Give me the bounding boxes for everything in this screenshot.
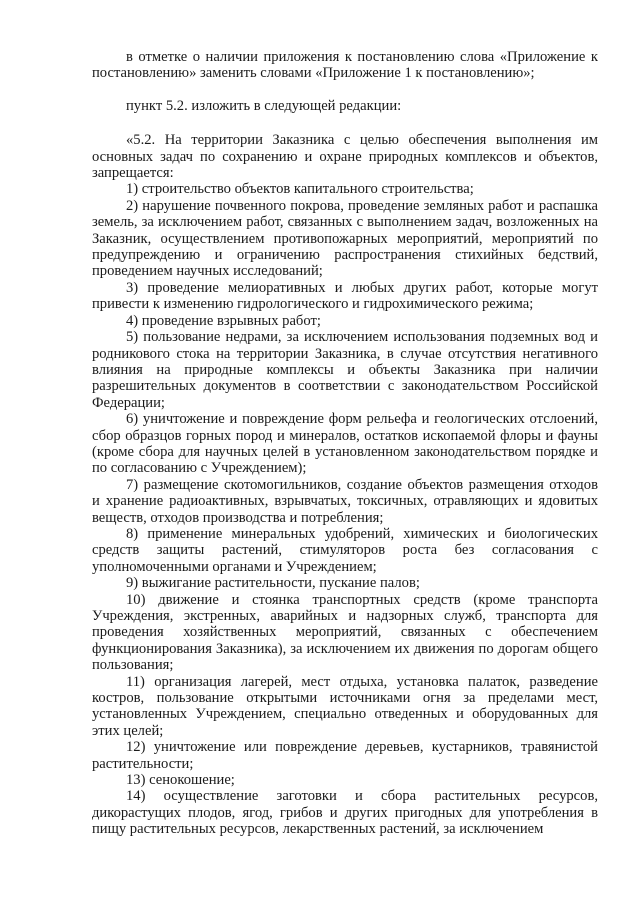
- list-item: 10) движение и стоянка транспортных средств (кроме транспорта Учреждения, экстренных, аварийных и надзорных служб, транспорта для проведения хозяйственных мероприятий, связанных с обеспечением функционирования Заказника), за исключением их движения по дорогам общего пользования;: [92, 591, 598, 674]
- list-item: 4) проведение взрывных работ;: [126, 312, 321, 329]
- paragraph-clause-5-2: «5.2. На территории Заказника с целью обеспечения выполнения им основных задач по сохранению и охране природных комплексов и объектов, запрещается:: [92, 132, 598, 182]
- list-item: 7) размещение скотомогильников, создание объектов размещения отходов и хранение радиоактивных, взрывчатых, токсичных, отравляющих и ядовитых веществ, отходов производства и потребления;: [92, 476, 598, 526]
- list-item: 9) выжигание растительности, пускание палов;: [126, 575, 420, 592]
- paragraph-appendix-note: в отметке о наличии приложения к постановлению слова «Приложение к постановлению» заменить словами «Приложение 1 к постановлению»;: [92, 49, 598, 82]
- list-item: 12) уничтожение или повреждение деревьев, кустарников, травянистой растительности;: [92, 739, 598, 772]
- list-item: 1) строительство объектов капитального строительства;: [126, 181, 474, 198]
- list-item: 13) сенокошение;: [126, 772, 235, 789]
- document-body: [92, 49, 598, 838]
- list-item: 2) нарушение почвенного покрова, проведение земляных работ и распашка земель, за исключением работ, связанных с выполнением задач, возложенных на Заказник, осуществлением противопожарных мероприятий, мероприятий по предупреждению и ограничению распространения стихийных бедствий, проведением научных исследований;: [92, 197, 598, 280]
- list-item: 14) осуществление заготовки и сбора растительных ресурсов, дикорастущих плодов, ягод, грибов и других пригодных для употребления в пищу растительных ресурсов, лекарственных растений, за исключением: [92, 788, 598, 838]
- list-item: 5) пользование недрами, за исключением использования подземных вод и родникового стока на территории Заказника, в случае отсутствия негативного влияния на природные комплексы и объекты Заказника при наличии разрешительных документов в соответствии с законодательством Российской Федерации;: [92, 329, 598, 411]
- list-item: 6) уничтожение и повреждение форм рельефа и геологических отслоений, сбор образцов горных пород и минералов, остатков ископаемой флоры и фауны (кроме сбора для научных целей в установленном законодательством порядке и по согласованию с Учреждением);: [92, 411, 598, 477]
- paragraph-clause-intro: пункт 5.2. изложить в следующей редакции:: [126, 97, 402, 114]
- list-item: 8) применение минеральных удобрений, химических и биологических средств защиты растений, стимуляторов роста без согласования с уполномоченными органами и Учреждением;: [92, 525, 598, 575]
- list-item: 11) организация лагерей, мест отдыха, установка палаток, разведение костров, пользование открытыми источниками огня за пределами мест, установленных Учреждением, специально отведенных и оборудованных для этих целей;: [92, 673, 598, 739]
- list-item: 3) проведение мелиоративных и любых других работ, которые могут привести к изменению гидрологического и гидрохимического режима;: [92, 279, 598, 313]
